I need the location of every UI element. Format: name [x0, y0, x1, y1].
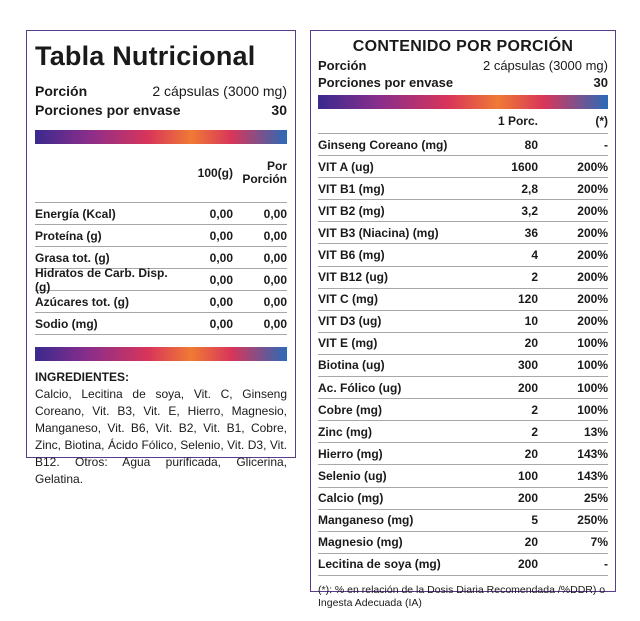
- ingredients-section: [35, 369, 287, 488]
- row-value-a: 1600: [511, 159, 538, 174]
- row-value-a: 0,00: [209, 316, 233, 331]
- panel-title: CONTENIDO POR PORCIÓN: [352, 38, 574, 55]
- row-name: VIT B12 (ug): [318, 270, 389, 285]
- servings-per-container-value: 30: [271, 102, 287, 118]
- row-name: VIT E (mg): [318, 336, 378, 351]
- row-value-a: 2: [531, 402, 538, 417]
- row-value-b: 100%: [577, 336, 608, 351]
- row-name: Hidratos de Carb. Disp. (g): [35, 265, 168, 294]
- table-row: [318, 399, 608, 421]
- servings-per-container-row: [318, 74, 608, 91]
- table-row: [318, 377, 608, 399]
- row-name: VIT A (ug): [318, 159, 374, 174]
- panel-title: Tabla Nutricional: [35, 41, 256, 71]
- table-row: [35, 313, 287, 335]
- row-value-a: 3,2: [521, 203, 538, 218]
- row-name: Energía (Kcal): [35, 206, 116, 221]
- table-row: [318, 421, 608, 443]
- table-row: [35, 265, 287, 294]
- row-value-b: 200%: [577, 181, 608, 196]
- row-value-a: 10: [524, 314, 538, 329]
- row-value-a: 0,00: [209, 228, 233, 243]
- gradient-divider: [318, 95, 608, 109]
- row-value-a: 2: [531, 270, 538, 285]
- row-value-b: 0,00: [263, 316, 287, 331]
- row-name: Ginseng Coreano (mg): [318, 137, 448, 152]
- row-value-b: 200%: [577, 225, 608, 240]
- table-row: [318, 267, 608, 289]
- serving-size-label: Porción: [318, 58, 367, 73]
- table-row: [318, 488, 608, 510]
- gradient-divider: [35, 130, 287, 144]
- row-value-a: 200: [517, 380, 538, 395]
- row-name: Zinc (mg): [318, 424, 372, 439]
- servings-per-container-row: [35, 101, 287, 120]
- table-header: [318, 109, 608, 134]
- row-value-a: 20: [524, 336, 538, 351]
- row-name: Sodio (mg): [35, 316, 98, 331]
- row-name: Cobre (mg): [318, 402, 382, 417]
- row-name: VIT C (mg): [318, 292, 378, 307]
- row-value-b: 25%: [583, 491, 608, 506]
- row-value-a: 20: [524, 535, 538, 550]
- row-value-b: 0,00: [263, 294, 287, 309]
- row-name: Selenio (ug): [318, 468, 387, 483]
- row-value-b: 100%: [577, 380, 608, 395]
- table-row: [318, 134, 608, 156]
- table-row: [318, 554, 608, 576]
- row-value-b: 7%: [590, 535, 608, 550]
- row-value-b: 13%: [583, 424, 608, 439]
- nutrition-table-panel: [26, 30, 296, 486]
- row-value-a: 0,00: [209, 294, 233, 309]
- row-name: VIT D3 (ug): [318, 314, 382, 329]
- column-header-percent: (*): [595, 114, 608, 128]
- serving-size-row: [35, 82, 287, 101]
- row-value-a: 0,00: [209, 250, 233, 265]
- servings-per-container-label: Porciones por envase: [318, 75, 454, 90]
- row-name: Lecitina de soya (mg): [318, 557, 441, 572]
- table-header: [35, 144, 287, 202]
- row-value-b: -: [604, 137, 608, 152]
- table-row: [318, 532, 608, 554]
- row-value-b: 143%: [577, 446, 608, 461]
- content-rows: [318, 134, 608, 576]
- table-row: [318, 156, 608, 178]
- gradient-divider: [35, 347, 287, 361]
- row-value-a: 5: [531, 513, 538, 528]
- serving-size-value: 2 cápsulas (3000 mg): [482, 58, 608, 73]
- row-value-b: -: [604, 557, 608, 572]
- row-name: VIT B3 (Niacina) (mg): [318, 225, 439, 240]
- table-row: [318, 222, 608, 244]
- row-value-a: 4: [531, 248, 538, 263]
- table-row: [35, 291, 287, 313]
- ingredients-title: INGREDIENTES:: [35, 370, 130, 384]
- table-row: [318, 289, 608, 311]
- row-name: VIT B2 (mg): [318, 203, 385, 218]
- table-row: [318, 178, 608, 200]
- servings-per-container-value: 30: [593, 75, 608, 90]
- table-row: [318, 333, 608, 355]
- row-value-b: 0,00: [263, 206, 287, 221]
- row-value-b: 200%: [577, 248, 608, 263]
- row-name: VIT B6 (mg): [318, 248, 385, 263]
- ingredients-text: Calcio, Lecitina de soya, Vit. C, Ginseng Coreano, Vit. B3, Vit. E, Hierro, Magnesio, Manganeso, Vit. B6, Vit. B2, Vit. B1, Cobre, Zinc, Biotina, Ácido Fólico, Selenio, Vit. D3, Vit. B12. Otros: Agua purificada, Glicerina, Gelatina.: [35, 387, 287, 486]
- row-value-a: 80: [524, 137, 538, 152]
- column-header-per-portion: 1 Porc.: [497, 114, 538, 128]
- row-value-b: 200%: [577, 270, 608, 285]
- row-value-a: 300: [517, 358, 538, 373]
- row-name: Manganeso (mg): [318, 513, 414, 528]
- row-name: Azúcares tot. (g): [35, 294, 130, 309]
- row-value-b: 0,00: [263, 228, 287, 243]
- row-value-a: 20: [524, 446, 538, 461]
- row-value-b: 100%: [577, 402, 608, 417]
- servings-per-container-label: Porciones por envase: [35, 102, 181, 118]
- row-value-a: 200: [517, 491, 538, 506]
- row-value-b: 200%: [577, 314, 608, 329]
- row-value-a: 2: [531, 424, 538, 439]
- row-value-a: 2,8: [521, 181, 538, 196]
- row-value-b: 0,00: [263, 272, 287, 287]
- row-name: Grasa tot. (g): [35, 250, 110, 265]
- nutrition-rows: [35, 202, 287, 335]
- row-value-b: 200%: [577, 159, 608, 174]
- row-value-a: 100: [517, 468, 538, 483]
- table-row: [318, 200, 608, 222]
- table-row: [35, 225, 287, 247]
- row-name: VIT B1 (mg): [318, 181, 385, 196]
- table-row: [318, 244, 608, 266]
- table-row: [318, 465, 608, 487]
- table-row: [318, 355, 608, 377]
- row-name: Magnesio (mg): [318, 535, 403, 550]
- serving-size-row: [318, 57, 608, 74]
- row-value-a: 0,00: [209, 206, 233, 221]
- row-value-a: 36: [524, 225, 538, 240]
- table-row: [318, 443, 608, 465]
- row-value-b: 143%: [577, 468, 608, 483]
- row-value-b: 0,00: [263, 250, 287, 265]
- row-value-b: 200%: [577, 203, 608, 218]
- row-value-a: 200: [517, 557, 538, 572]
- row-value-b: 200%: [577, 292, 608, 307]
- row-value-a: 120: [517, 292, 538, 307]
- row-value-b: 100%: [577, 358, 608, 373]
- row-name: Biotina (ug): [318, 358, 385, 373]
- serving-size-value: 2 cápsulas (3000 mg): [152, 83, 287, 99]
- row-name: Calcio (mg): [318, 491, 384, 506]
- row-value-b: 250%: [577, 513, 608, 528]
- row-name: Proteína (g): [35, 228, 102, 243]
- column-header-per-portion: Por Porción: [242, 159, 287, 186]
- row-name: Hierro (mg): [318, 446, 383, 461]
- table-row: [318, 311, 608, 333]
- content-per-portion-panel: [310, 30, 616, 609]
- serving-size-label: Porción: [35, 83, 88, 99]
- column-header-100g: 100(g): [197, 166, 233, 180]
- row-name: Ac. Fólico (ug): [318, 380, 402, 395]
- footnote: (*): % en relación de la Dosis Diaria Recomendada /%DDR) o Ingesta Adecuada (IA): [318, 583, 606, 609]
- table-row: [318, 510, 608, 532]
- row-value-a: 0,00: [209, 272, 233, 287]
- table-row: [35, 202, 287, 225]
